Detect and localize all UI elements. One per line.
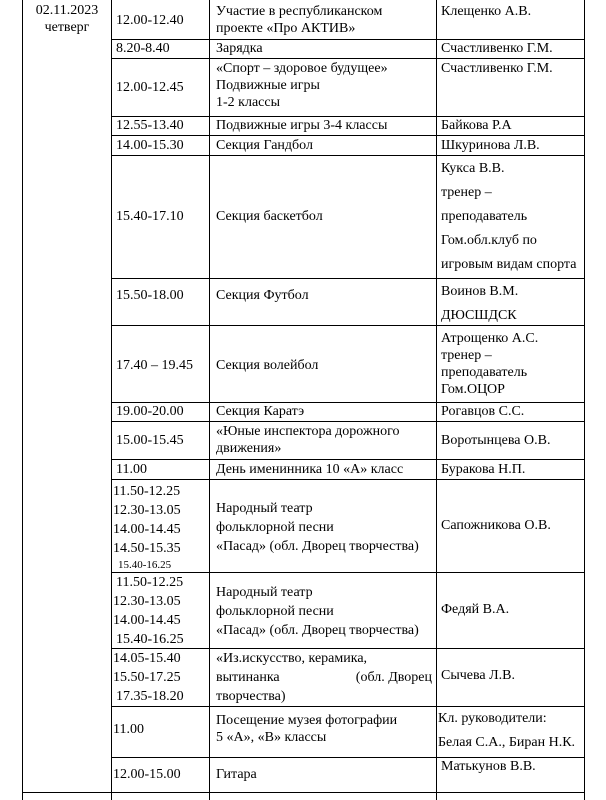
time-cell: 11.00	[116, 462, 147, 477]
table-border-left	[22, 0, 23, 800]
row-divider	[111, 278, 585, 279]
row-divider	[111, 421, 585, 422]
person-cell: Счастливенко Г.М.	[441, 41, 553, 56]
person-cell: Буракова Н.П.	[441, 462, 526, 477]
activity-cell: «Спорт – здоровое будущее» Подвижные игры 1-2 классы	[216, 61, 388, 110]
weekday-text: четверг	[44, 20, 90, 35]
activity-cell: День именинника 10 «А» класс	[216, 462, 404, 477]
activity-cell: Секция Гандбол	[216, 138, 313, 153]
person-cell: Рогавцов С.С.	[441, 404, 525, 419]
activity-cell: Зарядка	[216, 41, 263, 56]
time-cell: 12.00-12.40	[116, 13, 184, 28]
person-cell: Воинов В.М. ДЮСШДСК	[441, 284, 519, 323]
row-divider	[111, 155, 585, 156]
time-cell: 12.55-13.40	[116, 118, 184, 133]
activity-cell: Секция Футбол	[216, 288, 309, 303]
activity-cell: «Из.искусство, керамика, вытинанка (обл. Дворец творчества)	[216, 651, 432, 704]
time-cell: 14.00-15.30	[116, 138, 184, 153]
table-border-right	[584, 0, 585, 800]
table-border-bottom	[22, 792, 585, 793]
person-cell: Кукса В.В. тренер – преподаватель Гом.обл.клуб по игровым видам спорта	[441, 161, 577, 272]
time-cell: 11.50-12.25 12.30-13.05 14.00-14.45 15.40-16.25	[113, 575, 184, 647]
activity-cell: Участие в республиканском проекте «Про АКТИВ»	[216, 4, 383, 36]
person-cell: Кл. руководители: Белая С.А., Биран Н.К.	[438, 711, 576, 750]
person-cell: Атрощенко А.С. тренер – преподаватель Гом.ОЦОР	[441, 331, 539, 397]
row-divider	[111, 459, 585, 460]
person-cell: Сапожникова О.В.	[441, 518, 551, 533]
activity-cell: Подвижные игры 3-4 классы	[216, 118, 388, 133]
time-cell: 19.00-20.00	[116, 404, 184, 419]
activity-cell: Народный театр фольклорной песни «Пасад» (обл. Дворец творчества)	[216, 501, 419, 554]
person-cell: Сычева Л.В.	[441, 668, 515, 683]
person-cell: Федяй В.А.	[441, 602, 510, 617]
person-cell: Счастливенко Г.М.	[441, 61, 553, 76]
activity-cell: Секция баскетбол	[216, 209, 323, 224]
column-divider-time	[209, 0, 210, 800]
row-divider	[111, 58, 585, 59]
time-cell: 14.05-15.40 15.50-17.25 17.35-18.20	[113, 651, 184, 704]
time-cell: 12.00-12.45	[116, 80, 184, 95]
time-cell: 12.00-15.00	[113, 767, 181, 782]
person-cell: Шкуринова Л.В.	[441, 138, 540, 153]
column-divider-date	[111, 0, 112, 800]
person-cell: Воротынцева О.В.	[441, 433, 551, 448]
time-cell: 11.00	[113, 722, 144, 737]
time-cell: 8.20-8.40	[116, 41, 170, 56]
person-cell: Клещенко А.В.	[441, 4, 532, 19]
time-cell: 17.40 – 19.45	[116, 358, 193, 373]
activity-cell: Секция Каратэ	[216, 404, 305, 419]
activity-cell: Посещение музея фотографии 5 «А», «В» классы	[216, 713, 398, 745]
activity-cell: Секция волейбол	[216, 358, 319, 373]
row-divider	[111, 135, 585, 136]
date-cell	[23, 2, 111, 42]
column-divider-activity	[436, 0, 437, 800]
activity-cell: Гитара	[216, 767, 257, 782]
row-divider	[111, 479, 585, 480]
time-cell: 15.00-15.45	[116, 433, 184, 448]
time-cell: 15.50-18.00	[116, 288, 184, 303]
date-text: 02.11.2023	[35, 3, 99, 18]
person-cell: Байкова Р.А	[441, 118, 512, 133]
time-cell: 15.40-17.10	[116, 209, 184, 224]
time-cell: 11.50-12.25 12.30-13.05 14.00-14.45 14.50-15.35 15.40-16.25	[113, 484, 181, 571]
activity-cell: «Юные инспектора дорожного движения»	[216, 424, 400, 456]
activity-cell: Народный театр фольклорной песни «Пасад» (обл. Дворец творчества)	[216, 585, 419, 638]
person-cell: Матькунов В.В.	[441, 759, 536, 774]
